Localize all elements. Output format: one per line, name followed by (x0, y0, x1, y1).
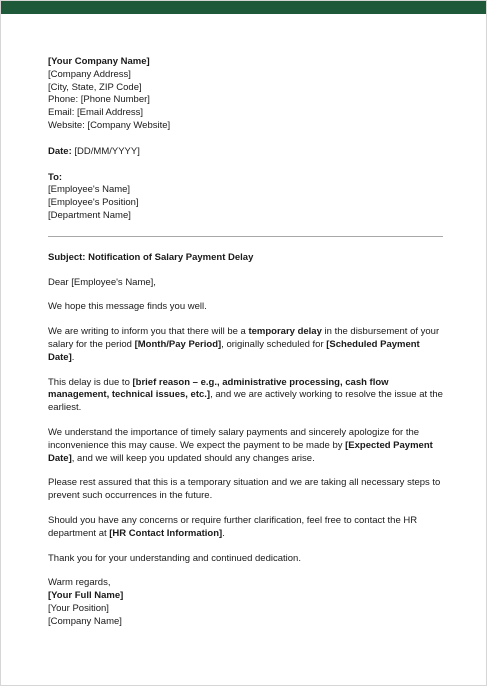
letter-body (48, 56, 443, 629)
placeholder-brief-reason: [brief reason – e.g., administrative processing, cash flow management, technical issues, etc.] (48, 376, 389, 401)
emphasis-temporary-delay: temporary delay (248, 326, 322, 338)
salutation: Dear [Employee's Name], (48, 276, 156, 288)
email-line: Email: [Email Address] (48, 107, 144, 119)
paragraph-reassurance: Please rest assured that this is a temporary situation and we are taking all necessary steps to prevent such occurrences in the future. (48, 477, 441, 502)
company-name: [Your Company Name] (48, 56, 150, 67)
date-value: [DD/MM/YYYY] (71, 145, 140, 157)
sender-block (48, 56, 443, 133)
header-color-bar (1, 1, 486, 14)
closing-regards: Warm regards, (48, 577, 111, 589)
date-label: Date: (48, 145, 72, 157)
paragraph-delay-notice: We are writing to inform you that there will be a temporary delay in the disbursement of your salary for the period [Month/Pay Period], originally scheduled for [Scheduled Payment Date]. (48, 326, 440, 363)
recipient-label: To: (48, 171, 63, 183)
company-address: [Company Address] (48, 68, 131, 80)
placeholder-pay-period: [Month/Pay Period] (134, 338, 222, 350)
paragraph-thanks: Thank you for your understanding and continued dedication. (48, 552, 301, 564)
subject-line: Subject: Notification of Salary Payment Delay (48, 251, 254, 263)
placeholder-scheduled-date: [Scheduled Payment Date] (48, 338, 420, 363)
recipient-block (48, 172, 443, 223)
website-line: Website: [Company Website] (48, 119, 171, 131)
placeholder-expected-date: [Expected Payment Date] (48, 439, 433, 464)
city-state-zip: [City, State, ZIP Code] (48, 81, 142, 93)
phone-line: Phone: [Phone Number] (48, 94, 150, 106)
signer-full-name: [Your Full Name] (48, 590, 124, 602)
divider-line (48, 236, 443, 237)
recipient-name: [Employee's Name] (48, 184, 131, 196)
signature-block (48, 577, 443, 628)
signer-position: [Your Position] (48, 602, 109, 614)
placeholder-hr-contact: [HR Contact Information] (109, 527, 223, 539)
signer-company: [Company Name] (48, 615, 122, 627)
paragraph-reason: This delay is due to [brief reason – e.g., administrative processing, cash flow management, technical issues, etc.], and we are actively working to resolve the issue at the earliest. (48, 376, 443, 414)
recipient-position: [Employee's Position] (48, 197, 139, 209)
paragraph-apology: We understand the importance of timely salary payments and sincerely apologize for the inconvenience this may cause. We expect the payment to be made by [Expected Payment Date], and we will keep you updated should any changes arise. (48, 426, 433, 464)
date-line (48, 146, 443, 159)
paragraph-greeting: We hope this message finds you well. (48, 301, 207, 313)
recipient-department: [Department Name] (48, 209, 131, 221)
paragraph-contact: Should you have any concerns or require further clarification, feel free to contact the HR department at [HR Contact Information]. (48, 514, 418, 539)
